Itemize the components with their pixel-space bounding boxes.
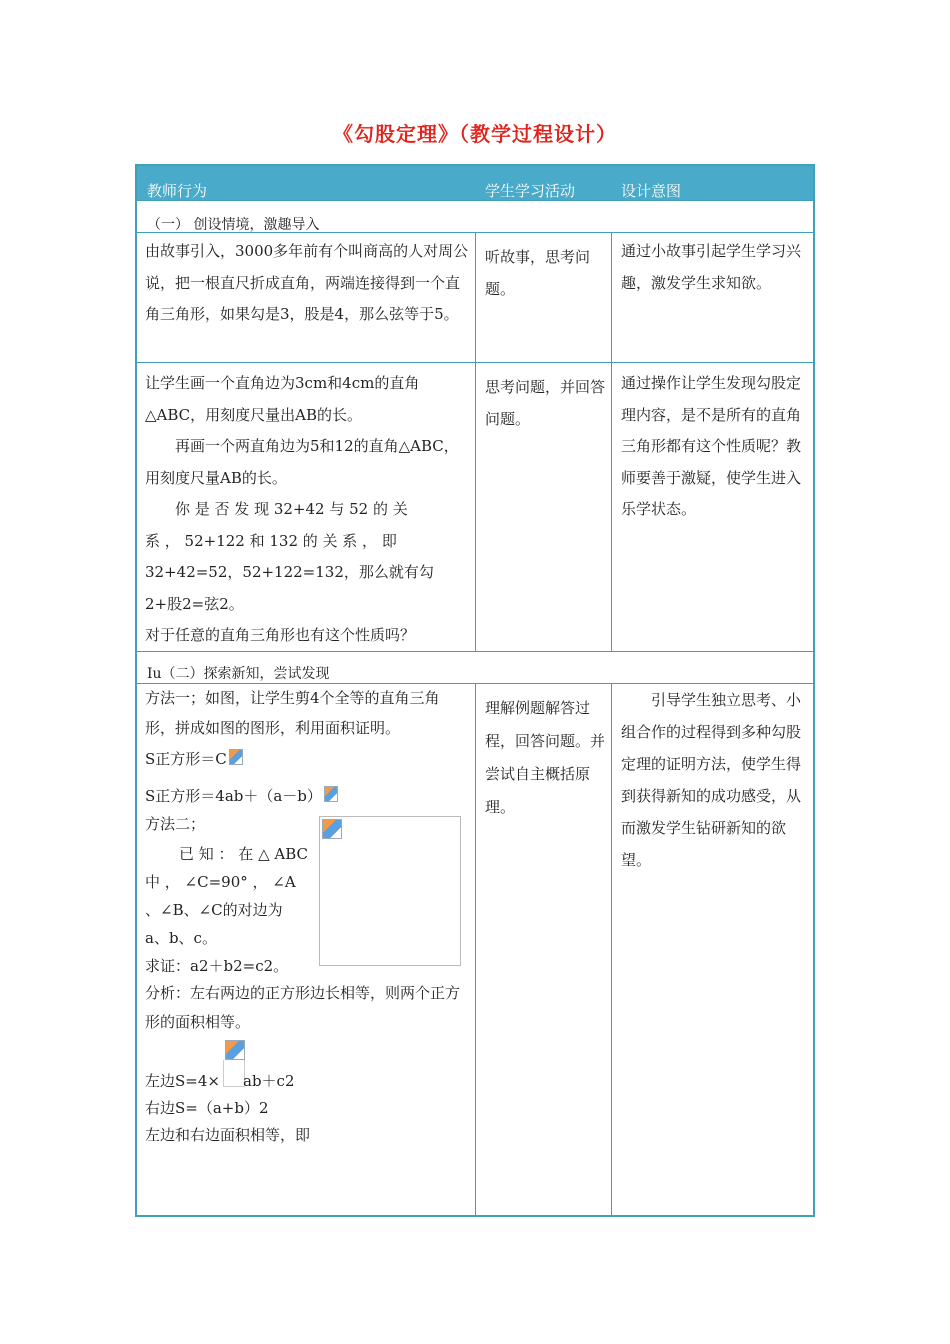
lesson-table [135, 164, 815, 1217]
left-side: 左边S=4× [145, 1072, 220, 1090]
header-design: 设计意图 [621, 182, 682, 200]
known3: 、∠B、∠C的对边为 [145, 901, 283, 919]
s1-text: S正方形＝C [145, 750, 227, 768]
row1-teacher [145, 236, 469, 331]
s2-text: S正方形＝4ab＋（a－b） [145, 787, 322, 805]
broken-image-icon [324, 786, 338, 802]
row3-method2: 方法二； [145, 815, 206, 833]
row2-student: 思考问题，并回答问题。 [485, 378, 606, 428]
row3-s2 [145, 781, 338, 811]
figure-placeholder [319, 816, 461, 966]
row3-student: 理解例题解答过程，回答问题。并尝试自主概括原理。 [485, 699, 606, 816]
prove: 求证：a2＋b2=c2。 [145, 957, 289, 975]
header-student: 学生学习活动 [485, 182, 576, 200]
row1-design: 通过小故事引起学生学习兴趣，激发学生求知欲。 [621, 242, 802, 292]
broken-image-icon [322, 819, 342, 839]
row1-teacher-text: 由故事引入，3000多年前有个叫商高的人对周公说，把一根直尺折成直角，两端连接得到一个直角三角形，如果勾是3，股是4，那么弦等于5。 [145, 242, 469, 323]
left-side-tail: ab＋c2 [243, 1072, 295, 1090]
row2-p4: 对于任意的直角三角形也有这个性质吗？ [145, 626, 416, 644]
row2-teacher [145, 368, 467, 652]
divider [475, 683, 476, 1215]
known2: 中 ， ∠C=90° ， ∠A [145, 873, 296, 891]
row2-p3c: 32+42=52，52+122=132，那么就有勾2+股2=弦2。 [145, 563, 434, 613]
row2-p1: 让学生画一个直角边为3cm和4cm的直角△ABC，用刻度尺量出AB的长。 [145, 374, 420, 424]
analysis: 分析：左右两边的正方形边长相等，则两个正方形的面积相等。 [145, 984, 461, 1031]
divider [137, 200, 813, 201]
row2-p3a: 你 是 否 发 现 32+42 与 52 的 关 [175, 500, 408, 518]
divider [611, 683, 612, 1215]
divider [611, 362, 612, 651]
divider [475, 232, 476, 362]
right-side: 右边S=（a+b）2 [145, 1099, 269, 1117]
section-heading: Iu（二）探索新知，尝试发现 [147, 666, 330, 682]
broken-image-icon [225, 1040, 245, 1060]
header-teacher: 教师行为 [147, 182, 208, 200]
row2-design: 通过操作让学生发现勾股定理内容，是不是所有的直角三角形都有这个性质呢？教师要善于激疑，使学生进入乐学状态。 [621, 374, 802, 518]
row3-s1 [145, 744, 243, 774]
equal-line: 左边和右边面积相等，即 [145, 1126, 311, 1144]
row2-p3b: 系 ， 52+122 和 132 的 关 系 ， 即 [145, 531, 397, 550]
known4: a、b、c。 [145, 929, 217, 947]
broken-image-icon [229, 749, 243, 765]
divider [611, 232, 612, 362]
row3-method1: 方法一；如图，让学生剪4个全等的直角三角形，拼成如图的图形，利用面积证明。 [145, 689, 440, 737]
fraction-placeholder [223, 1060, 245, 1087]
row3-design: 引导学生独立思考、小组合作的过程得到多种勾股定理的证明方法，使学生得到获得新知的成功感受，从而激发学生钻研新知的欲望。 [621, 691, 802, 869]
row1-student: 听故事，思考问题。 [485, 248, 591, 298]
section-heading: （一） 创设情境，激趣导入 [147, 217, 320, 233]
page-title: 《勾股定理》（教学过程设计） [333, 122, 617, 146]
table-header [137, 166, 813, 200]
divider [475, 362, 476, 651]
known1: 已 知 ： 在 △ ABC [179, 845, 308, 863]
row2-p2: 再画一个两直角边为5和12的直角△ABC，用刻度尺量AB的长。 [145, 437, 459, 487]
